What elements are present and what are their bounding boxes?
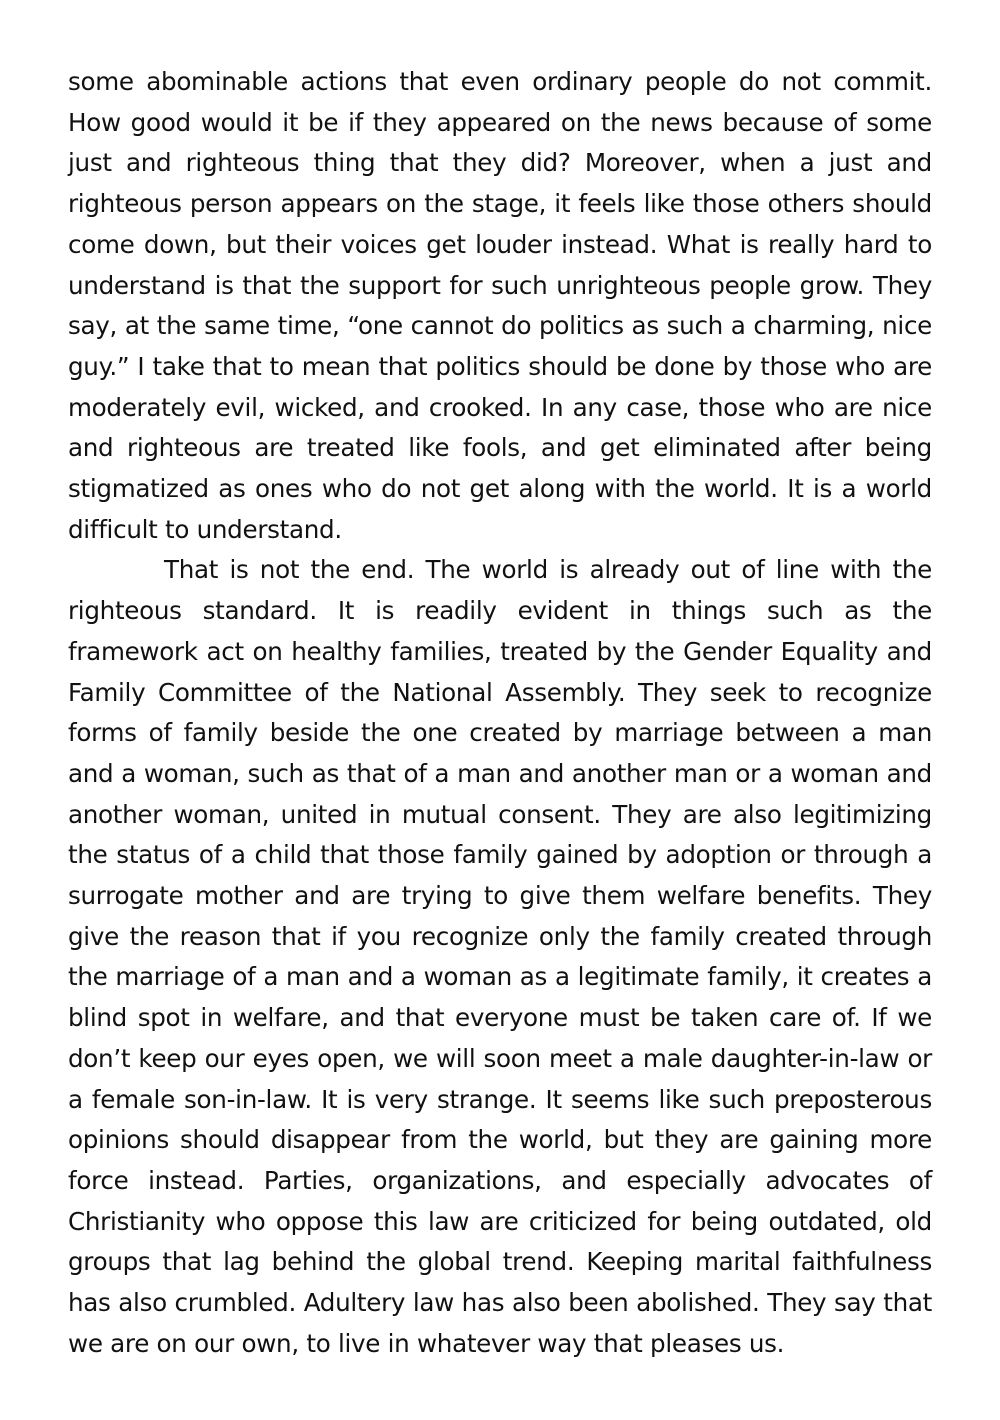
paragraph-main: That is not the end. The world is already out of line with the righteous standard. It is readily evident in things such as the framework act on healthy families, treated by the Gender Equality and Family Committee of the National Assembly. They seek to recognize forms of family beside the one created by marriage between a man and a woman, such as that of a man and another man or a woman and another woman, united in mutual consent. They are also legitimizing the status of a child that those family gained by adoption or through a surrogate mother and are trying to give them welfare benefits. They give the reason that if you recognize only the family created through the marriage of a man and a woman as a legitimate family, it creates a blind spot in welfare, and that everyone must be taken care of. If we don’t keep our eyes open, we will soon meet a male daughter-in-law or a female son-in-law. It is very strange. It seems like such preposterous opinions should disappear from the world, but they are gaining more force instead. Parties, organizations, and especially advocates of Christianity who oppose this law are criticized for being outdated, old groups that lag behind the global trend. Keeping marital faithfulness has also crumbled. Adultery law has also been abolished. They say that we are on our own, to live in whatever way that pleases us.	[68, 555, 932, 1358]
paragraph-continuation: some abominable actions that even ordinary people do not commit. How good would it be if they appeared on the news because of some just and righteous thing that they did? Moreover, when a just and righteous person appears on the stage, it feels like those others should come down, but their voices get louder instead. What is really hard to understand is that the support for such unrighteous people grow. They say, at the same time, “one cannot do politics as such a charming, nice guy.” I take that to mean that politics should be done by those who are moderately evil, wicked, and crooked. In any case, those who are nice and righteous are treated like fools, and get eliminated after being stigmatized as ones who do not get along with the world. It is a world difficult to understand.	[68, 67, 932, 544]
document-body	[68, 62, 932, 1365]
